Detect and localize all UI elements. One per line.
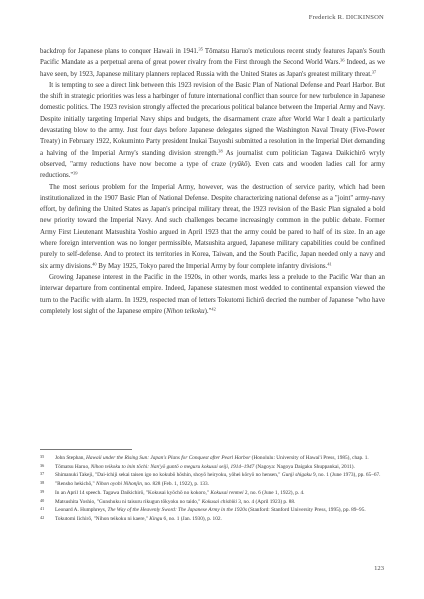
- text-run: Shimanuki Takeji, "Dai-ichiji sekai taisen igo no kokubō hōshin, shoyō heiryoku, yōhei kōryō no hensen,": [55, 472, 282, 479]
- text-run: Indeed, as we have seen, by 1923, Japanese military planners replaced Russia with the United States as Japan's greatest military threat.: [40, 59, 385, 78]
- footnote: [40, 498, 385, 507]
- footnote: [40, 454, 385, 463]
- text-run: By May 1925, Tokyo pared the Imperial Army by four complete infantry divisions.: [96, 262, 328, 270]
- italic-title: ryūkō: [231, 160, 248, 168]
- main-text: [40, 46, 385, 317]
- text-run: Leonard A. Humphreys,: [55, 507, 108, 514]
- footnote-reference: 35: [198, 46, 203, 52]
- text-run: backdrop for Japanese plans to conquer Hawaii in 1941.: [40, 48, 199, 55]
- footnote: [40, 506, 385, 515]
- text-run: (Honolulu: University of Hawai'i Press, 1985), chap. 1.: [250, 455, 369, 461]
- italic-title: Kingu: [149, 515, 163, 522]
- footnote-number: 38: [40, 480, 45, 486]
- italic-title: Hawaii under the Rising Sun: Japan's Plans for Conquest after Pearl Harbor: [86, 455, 251, 461]
- footnote-number: 37: [40, 471, 45, 477]
- body-paragraph: [40, 272, 385, 317]
- footnote-number: 39: [40, 488, 45, 494]
- text-run: ). Even cats and wooden ladies call for army reductions.": [40, 160, 385, 180]
- text-run: John Stephan,: [55, 455, 87, 461]
- footnote-reference: 37: [371, 69, 377, 74]
- page-number: 123: [374, 565, 384, 572]
- text-run: As journalist cum politician Tagawa Daikichirō wryly observed, "army reductions have now become a type of craze (: [40, 149, 385, 168]
- text-run: Growing Japanese interest in the Pacific in the 1920s, in other words, marks less a prelude to the Pacific War than an interwar departure from continental empire. Indeed, Japanese statesmen most wedded to continental expansion viewed the turn to the Pacific with alarm. In 1929, respected man of letters Tokutomi Iichirō decried the number of Japanese "who have completely lost sight of the Japanese empire (: [40, 273, 385, 315]
- italic-title: Kokusai renmei: [210, 489, 244, 496]
- footnote: [40, 489, 385, 498]
- text-run: Tokutomi Iichirō, "Nihon teikoku ni kaere,": [55, 515, 150, 522]
- text-run: In an April 14 speech. Tagawa Daikichirō, "Kokusai kyōchō no kokoro,": [55, 489, 211, 496]
- text-run: Tōmatsu Haruo,: [55, 463, 91, 470]
- text-run: (Stanford: Stanford University Press, 1995), pp. 89–95.: [246, 507, 366, 514]
- italic-title: Kokusai chishiki: [201, 498, 237, 505]
- body-paragraph: [40, 182, 385, 272]
- text-run: 6, no. 1 (Jan. 1930), p. 102.: [162, 515, 222, 522]
- footnote-reference: 36: [340, 57, 345, 63]
- body-paragraph: [40, 46, 385, 80]
- footnote: [40, 515, 385, 524]
- text-run: ).": [204, 307, 212, 315]
- text-run: Matsushita Yoshio, "Gunshuku ni taisuru rikugun tōkyoku no taido,": [55, 498, 202, 505]
- italic-title: Nihon oyobi Nihonjin: [95, 481, 142, 488]
- footnote-reference: 42: [211, 306, 216, 312]
- italic-title: Nihon teikoku: [166, 307, 205, 315]
- footnote: [40, 471, 385, 480]
- text-run: The most serious problem for the Imperial Army, however, was the destruction of service parity, which had been institutionalized in the 1907 Basic Plan of National Defense. Despite characterizing national defense as a "joint" army-navy effort, by defining the United States as Japan's principal military threat, the 1923 revision of the Basic Plan signaled a bold new priority toward the Imperial Navy. And such challenges became increasingly common in the public debate. Former Army First Lieutenant Matsushita Yoshio argued in April 1923 that the army could be pared to half of its size. In an age where foreign intervention was no longer permissible, Matsushita argued, Japanese military capabilities could be confined purely to self-defense. And to protect its territories in Korea, Taiwan, and the South Pacific, Japan needed only a navy and six army divisions.: [40, 183, 385, 270]
- text-run: Tōmatsu Haruo's meticulous recent study features Japan's South Pacific Mandate as a perpetual arena of great power rivalry from the First through the Second World Wars.: [40, 48, 385, 67]
- text-run: , no. 828 (Feb. 1, 1922), p. 133.: [141, 481, 209, 488]
- footnote-number: 41: [40, 506, 45, 512]
- footnote-number: 35: [40, 454, 45, 459]
- footnotes: [40, 454, 385, 524]
- footnote-reference: 39: [73, 170, 78, 176]
- footnote-reference: 38: [218, 148, 223, 154]
- footnote-divider: [40, 449, 132, 450]
- text-run: It is tempting to see a direct link between this 1923 revision of the Basic Plan of National Defense and Pearl Harbor. But the shift in strategic priorities was less a harbinger of future international conflict than source for new turbulence in Japanese domestic politics. The 1923 revision strongly affected the precarious political balance between the Imperial Army and Navy. Despite initially targeting Imperial Navy ships and budgets, the disarmament craze after World War I dealt a particularly devastating blow to the army. Just four days before Japanese delegates signed the Washington Naval Treaty (Five-Power Treaty) in February 1922, Kokuminto Party president Inukai Tsuyoshi submitted a resolution in the Imperial Diet demanding a halving of the Imperial Army's standing division strength.: [40, 81, 385, 157]
- footnote: [40, 463, 385, 472]
- body-paragraph: [40, 80, 385, 182]
- running-head: Frederick R. DICKINSON: [308, 14, 384, 21]
- text-run: "Rensho hekichō,": [55, 481, 96, 488]
- text-run: 9, no. 1 (June 1973), pp. 65–67.: [311, 472, 381, 479]
- footnote-number: 40: [40, 497, 45, 503]
- footnote: [40, 480, 385, 489]
- italic-title: Nihon teikoku to inin tōchi: Nan'yō guntō o meguru kokusai seiji, 1914–1947: [90, 463, 255, 470]
- italic-title: The Way of the Heavenly Sword: The Japanese Army in the 1920s: [107, 507, 247, 514]
- footnote-reference: 40: [92, 261, 97, 267]
- footnote-reference: 41: [327, 261, 332, 267]
- text-run: 3, no. 4 (April 1923) p. 88.: [236, 498, 296, 505]
- footnote-number: 42: [40, 514, 45, 520]
- footnote-number: 36: [40, 462, 45, 468]
- text-run: (Nagoya: Nagoya Daigaku Shuppankai, 2011).: [254, 463, 355, 470]
- italic-title: Gunji shigaku: [281, 472, 312, 479]
- text-run: 2, no. 6 (June 1, 1922), p. 4.: [243, 489, 305, 496]
